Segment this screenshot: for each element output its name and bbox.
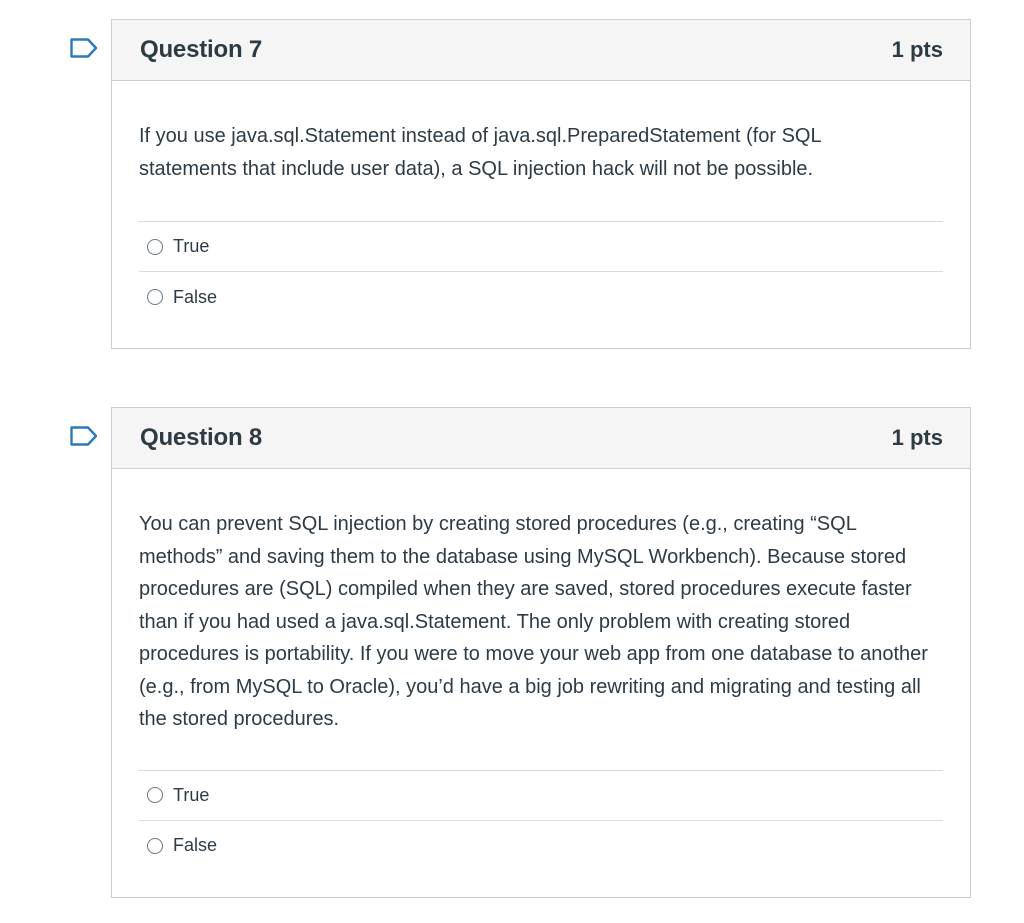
question-8-answer-false[interactable] — [139, 821, 943, 871]
question-8-body — [112, 469, 970, 871]
question-7-answer-false[interactable] — [139, 272, 943, 322]
question-8-answers — [139, 770, 943, 871]
question-7-body — [112, 81, 970, 322]
flag-question-8-icon[interactable] — [70, 426, 98, 446]
answer-label: True — [173, 236, 210, 256]
question-8-points: 1 pts — [891, 425, 943, 450]
radio-button-icon[interactable] — [147, 289, 163, 305]
radio-button-icon[interactable] — [147, 787, 163, 803]
question-7-title: Question 7 — [140, 36, 263, 63]
question-7-card — [111, 19, 971, 349]
question-8-answer-true[interactable] — [139, 771, 943, 821]
answer-label: True — [173, 784, 210, 805]
question-7-points: 1 pts — [891, 37, 943, 62]
question-7-answers — [139, 221, 943, 322]
question-7-answer-true[interactable] — [139, 222, 943, 272]
flag-question-7-icon[interactable] — [70, 38, 98, 58]
radio-button-icon[interactable] — [147, 239, 163, 255]
question-8-title: Question 8 — [140, 424, 263, 451]
question-7-header — [112, 20, 970, 81]
question-7-text: If you use java.sql.Statement instead of java.sql.PreparedStatement (for SQL statements that include user data), a SQL injection hack will not be possible. — [139, 125, 821, 180]
question-8-header — [112, 408, 970, 469]
radio-button-icon[interactable] — [147, 838, 163, 854]
answer-label: False — [173, 286, 218, 307]
answer-label: False — [173, 835, 218, 855]
question-8-text: You can prevent SQL injection by creating stored procedures (e.g., creating “SQL methods” and saving them to the database using MySQL Workbench). Because stored procedures are (SQL) compiled when they are saved, stored procedures execute faster than if you had used a java.sql.Statement. The only problem with creating stored procedures is portability. If you were to move your web app from one database to another (e.g., from MySQL to Oracle), you’d have a big job rewriting and migrating and testing all the stored procedures. — [139, 513, 928, 730]
question-8-card — [111, 407, 971, 898]
